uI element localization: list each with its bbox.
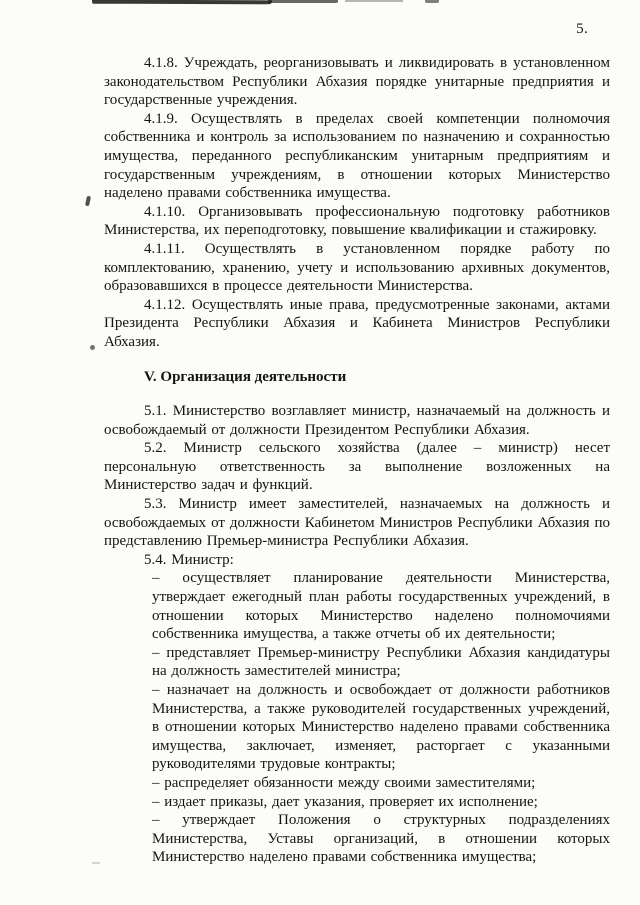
duty-item-6: – утверждает Положения о структурных подразделениях Министерства, Уставы организаций, в отношении которых Министерство наделено правами собственника имущества; xyxy=(152,812,610,866)
scan-artifact xyxy=(425,0,439,3)
paragraph-5-2: 5.2. Министр сельского хозяйства (далее – министр) несет персональную ответственность за выполнение возложенных на Министерство задач и функций. xyxy=(104,440,610,494)
paragraph-4-1-10: 4.1.10. Организовывать профессиональную подготовку работников Министерства, их переподготовку, повышение квалификации и стажировку. xyxy=(104,203,610,239)
scan-artifact xyxy=(345,0,403,2)
section-heading-v: V. Организация деятельности xyxy=(144,368,347,385)
duty-item-3: – назначает на должность и освобождает от должности работников Министерства, а также руководителей государственных учреждений, в отношении которых Министерство наделено правами собственника имущества, заключает, изменяет, расторгает с указанными руководителями трудовые контракты; xyxy=(152,682,610,773)
scan-artifact xyxy=(85,196,91,207)
duty-item-1: – осуществляет планирование деятельности Министерства, утверждает ежегодный план работы государственных учреждений, в отношении которых Министерство наделено полномочиями собственника имущества, а также отчеты об их деятельности; xyxy=(152,570,610,643)
scan-artifact xyxy=(268,0,338,3)
duty-item-2: – представляет Премьер-министру Республики Абхазия кандидатуры на должность заместителей министра; xyxy=(152,644,610,680)
paragraph-5-1: 5.1. Министерство возглавляет министр, назначаемый на должность и освобождаемый от должности Президентом Республики Абхазия. xyxy=(104,403,610,438)
duty-item-5: – издает приказы, дает указания, проверяет их исполнение; xyxy=(152,793,538,810)
paragraph-4-1-9: 4.1.9. Осуществлять в пределах своей компетенции полномочия собственника и контроль за использованием по назначению и сохранностью имущества, переданного республиканским унитарным предприятиям и государственным учреждениям, в отношении которых Министерство наделено правами собственника имущества. xyxy=(104,110,610,202)
paragraph-5-4: 5.4. Министр: xyxy=(144,551,234,568)
paragraph-4-1-12: 4.1.12. Осуществлять иные права, предусмотренные законами, актами Президента Республики Абхазия и Кабинета Министров Республики Абхазия. xyxy=(104,296,610,350)
minister-duties-list xyxy=(152,569,610,867)
scan-artifact xyxy=(92,862,100,864)
paragraph-4-1-11: 4.1.11. Осуществлять в установленном порядке работу по комплектованию, хранению, учету и использованию архивных документов, образовавшихся в процессе деятельности Министерства. xyxy=(104,240,610,295)
duty-item-4: – распределяет обязанности между своими заместителями; xyxy=(152,774,536,791)
paragraph-4-1-8: 4.1.8. Учреждать, реорганизовывать и ликвидировать в установленном законодательством Республики Абхазия порядке унитарные предприятия и государственные учреждения. xyxy=(104,55,610,109)
page-number: 5. xyxy=(576,21,588,37)
document-body xyxy=(104,54,610,867)
paragraph-5-3: 5.3. Министр имеет заместителей, назначаемых на должность и освобождаемых от должности Кабинетом Министров Республики Абхазия по представлению Премьер-министра Республики Абхазия. xyxy=(104,496,610,550)
scan-artifact xyxy=(90,345,95,350)
scan-artifact xyxy=(92,0,272,4)
